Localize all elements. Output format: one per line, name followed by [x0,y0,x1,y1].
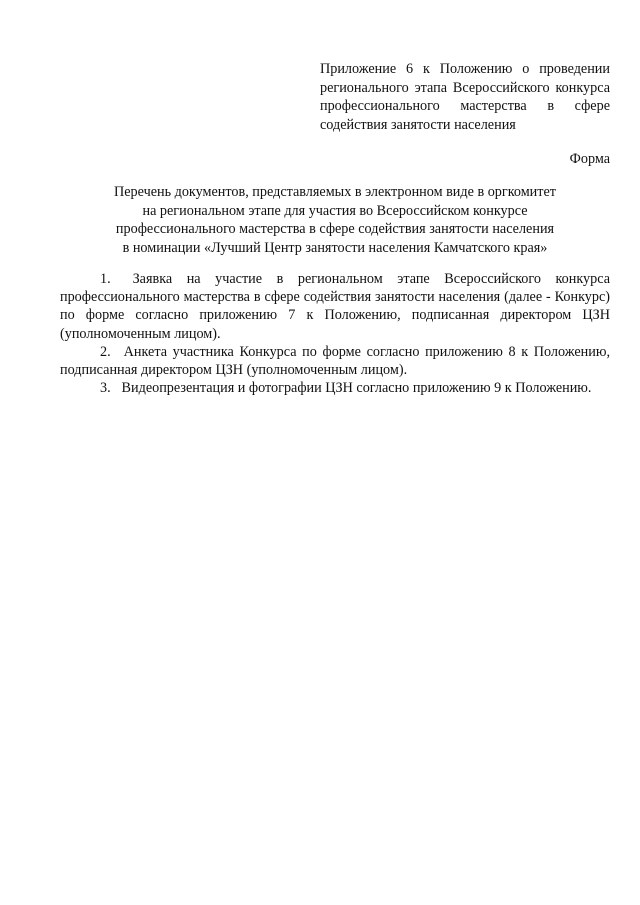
list-item-number: 2. [100,343,111,360]
title-line: в номинации «Лучший Центр занятости населения Камчатского края» [122,239,548,256]
list-item-number: 3. [100,380,111,397]
list-item-number: 1. [100,271,111,287]
list-item [60,270,610,343]
form-label: Форма [569,151,610,167]
title-line: Перечень документов, представляемых в электронном виде в оргкомитет [114,184,556,200]
document-list [60,270,610,397]
appendix-reference: Приложение 6 к Положению о проведении регионального этапа Всероссийского конкурса профессионального мастерства в сфере содействия занятости населения [320,61,610,133]
list-item [60,343,610,379]
title-line: профессионального мастерства в сфере содействия занятости населения [115,221,555,237]
list-item-text: Анкета участника Конкурса по форме согласно приложению 8 к Положению, подписанная директором ЦЗН (уполномоченным лицом). [60,343,610,379]
document-title [60,183,610,257]
list-item-text: Заявка на участие в региональном этапе Всероссийского конкурса профессионального мастерства в сфере содействия занятости населения (далее - Конкурс) по форме согласно приложению 7 к Положению, подписанная директором ЦЗН (уполномоченным лицом). [60,271,611,342]
title-line: на региональном этапе для участия во Всероссийском конкурсе [142,202,528,219]
list-item [60,379,610,397]
list-item-text: Видеопрезентация и фотографии ЦЗН согласно приложению 9 к Положению. [121,380,592,397]
